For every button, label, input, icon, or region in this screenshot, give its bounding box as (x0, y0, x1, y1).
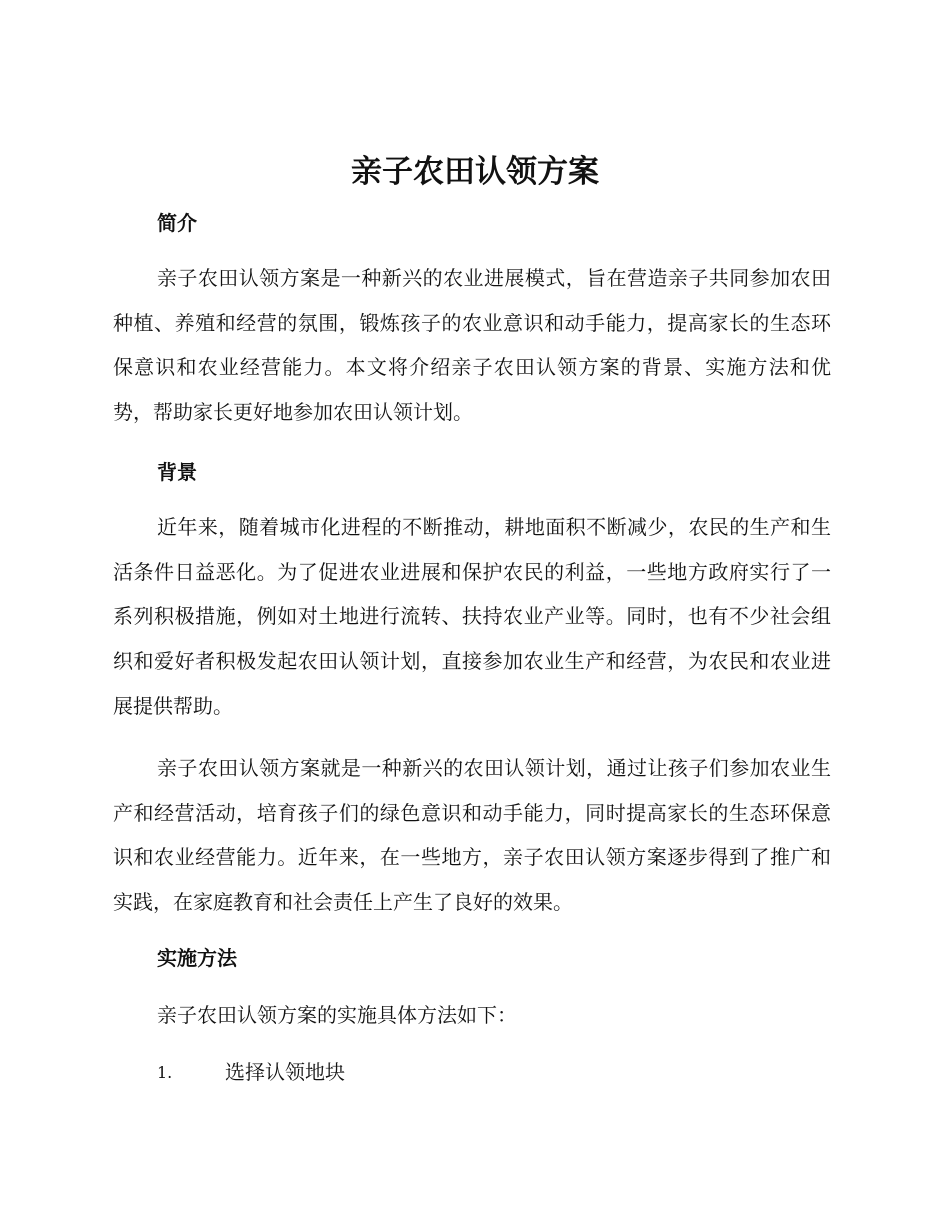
intro-paragraph: 亲子农田认领方案是一种新兴的农业进展模式，旨在营造亲子共同参加农田种植、养殖和经营的氛围，锻炼孩子的农业意识和动手能力，提高家长的生态环保意识和农业经营能力。本文将介绍亲子农田认领方案的背景、实施方法和优势，帮助家长更好地参加农田认领计划。 (113, 266, 831, 425)
list-item-number: 1. (157, 1062, 173, 1082)
implementation-intro: 亲子农田认领方案的实施具体方法如下： (157, 1003, 517, 1027)
section-heading-implementation: 实施方法 (157, 946, 237, 970)
background-paragraph-2: 亲子农田认领方案就是一种新兴的农田认领计划，通过让孩子们参加农业生产和经营活动，培育孩子们的绿色意识和动手能力，同时提高家长的生态环保意识和农业经营能力。近年来，在一些地方，亲子农田认领方案逐步得到了推广和实践，在家庭教育和社会责任上产生了良好的效果。 (113, 756, 831, 915)
background-paragraph-1: 近年来，随着城市化进程的不断推动，耕地面积不断减少，农民的生产和生活条件日益恶化。为了促进农业进展和保护农民的利益，一些地方政府实行了一系列积极措施，例如对土地进行流转、扶持农业产业等。同时，也有不少社会组织和爱好者积极发起农田认领计划，直接参加农业生产和经营，为农民和农业进展提供帮助。 (113, 515, 831, 718)
list-item (157, 1058, 345, 1086)
section-heading-intro: 简介 (157, 211, 197, 235)
list-item-text: 选择认领地块 (225, 1060, 345, 1084)
section-heading-background: 背景 (157, 460, 197, 484)
document-title: 亲子农田认领方案 (351, 154, 599, 190)
